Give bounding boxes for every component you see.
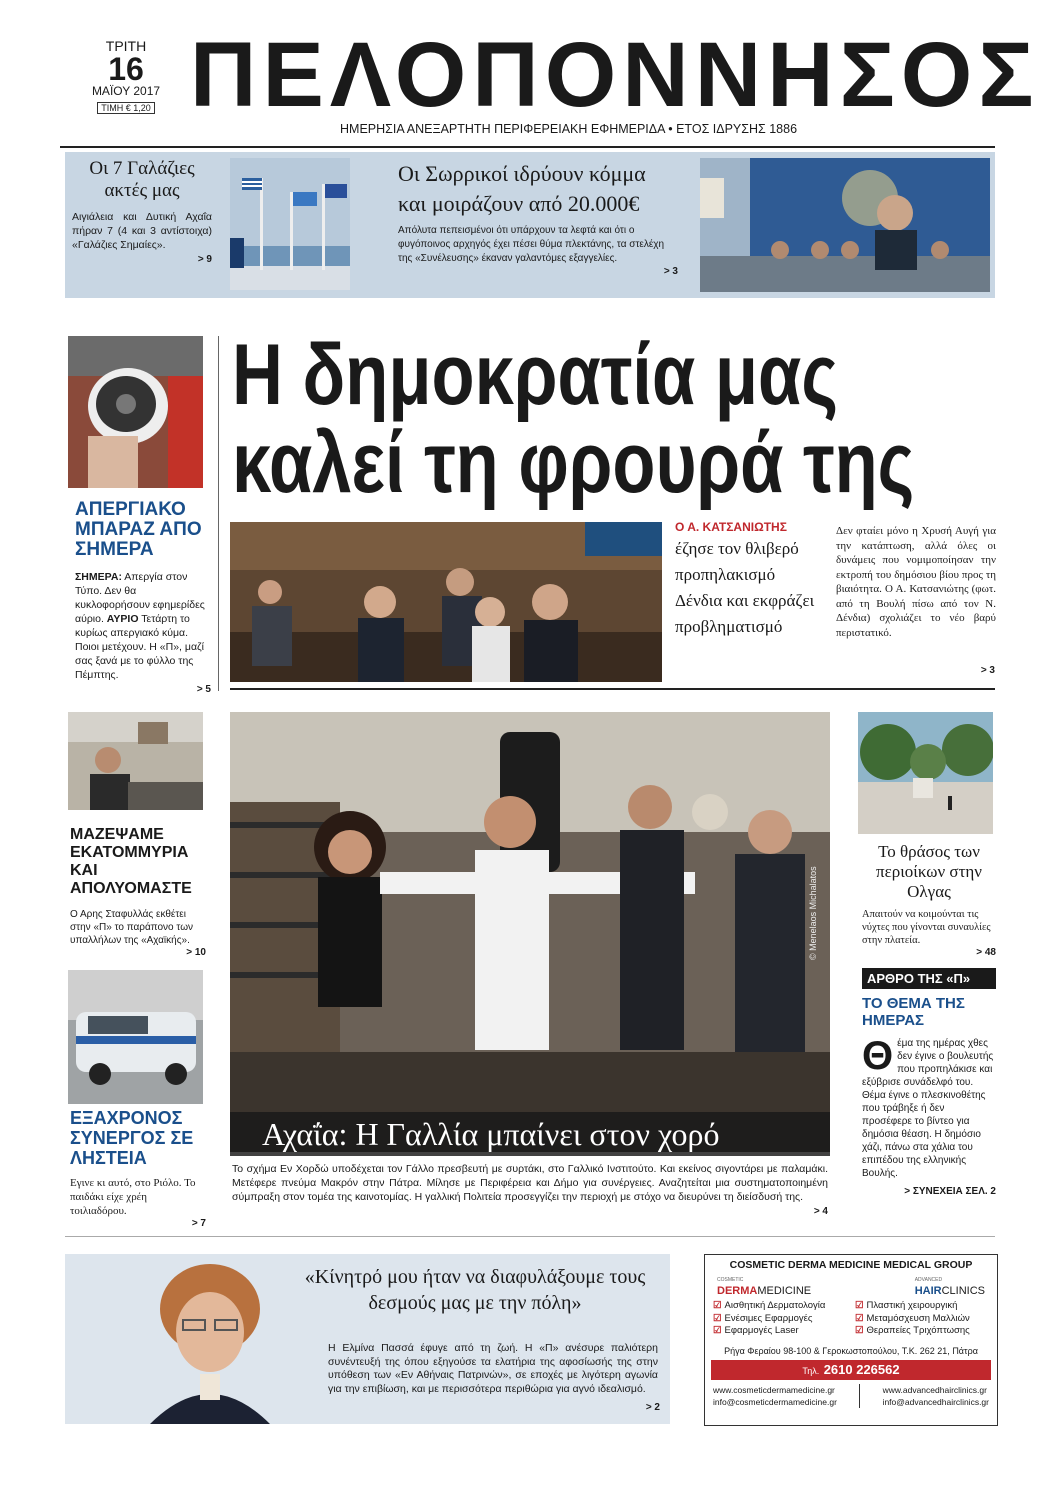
millions-story[interactable]: [70, 826, 206, 958]
masthead-price: ΤΙΜΗ € 1,20: [97, 102, 155, 114]
square-title: Το θράσος των περιοίκων στην Ολγας: [876, 842, 982, 901]
parliament-photo: [230, 522, 662, 682]
masthead-subtitle: ΗΜΕΡΗΣΙΑ ΑΝΕΞΑΡΤΗΤΗ ΠΕΡΙΦΕΡΕΙΑΚΗ ΕΦΗΜΕΡΙΔΑ • ΕΤΟΣ ΙΔΡΥΣΗΣ 1886: [340, 122, 798, 136]
strike-page: > 5: [196, 684, 211, 695]
ad-service-right-1: ☑ Μεταμόσχευση Μαλλιών: [855, 1312, 970, 1324]
ad-contacts-left: [713, 1384, 837, 1408]
masthead-title: ΠΕΛΟΠΟΝΝΗΣΟΣ: [190, 24, 1040, 126]
ad-logo-hair-a: HAIR: [914, 1285, 942, 1297]
main-headline-line2: καλεί τη φρουρά της: [232, 415, 915, 511]
olga-square-photo: [858, 712, 993, 834]
column-rule-left: [218, 336, 219, 691]
masthead-rule: [60, 146, 995, 148]
ad-service-left-0: ☑ Αισθητική Δερματολογία: [713, 1300, 826, 1311]
party-founding-photo: [700, 158, 990, 292]
ad-services-right: [855, 1300, 970, 1338]
ad-phone-bar: [711, 1360, 991, 1380]
obituary-quote[interactable]: «Κίνητρό μου ήταν να διαφυλάξουμε τους δεσμούς μας με την πόλη»: [304, 1266, 646, 1314]
ad-contacts-divider: [859, 1384, 860, 1408]
robbery-story[interactable]: [70, 1108, 206, 1229]
robbery-page: > 7: [191, 1218, 206, 1229]
top-left-teaser[interactable]: [72, 158, 212, 265]
ad-logo-hair: [915, 1275, 985, 1296]
top-left-body: Αιγιάλεια και Δυτική Αχαΐα πήραν 7 (4 και 3 αντίστοιχα) «Γαλάζιες Σημαίες».: [72, 211, 212, 251]
ad-contacts: [705, 1384, 997, 1408]
bottom-rule: [65, 1236, 995, 1237]
ad-logo-hair-b: CLINICS: [941, 1285, 985, 1297]
editorial-title: ΤΟ ΘΕΜΑ ΤΗΣ ΗΜΕΡΑΣ: [862, 995, 965, 1029]
robbery-headline: ΕΞΑΧΡΟΝΟΣ ΣΥΝΕΡΓΟΣ ΣΕ ΛΗΣΤΕΙΑ: [70, 1108, 194, 1168]
editorial-tag: ΑΡΘΡΟ ΤΗΣ «Π»: [862, 968, 996, 989]
editorial-body: έμα της ημέρας χθες δεν έγινε ο βουλευτής που προπηλάκισε και εξύβρισε συνάδελφό του. Θέμα έγινε ο πλεσκινοθέτης που τράβηξε ή δεν προσέφερε το βίντεο για δημόσια θέαση. Η δημόσιο χάζι, πάνω στα χάλια του επιπέδου της ελληνικής Βουλής.: [862, 1038, 994, 1179]
ad-service-right-0: ☑ Πλαστική χειρουργική: [855, 1300, 958, 1311]
strike-label-tomorrow: ΑΥΡΙΟ: [106, 613, 139, 625]
square-story[interactable]: [862, 842, 996, 958]
masthead-date: [80, 38, 172, 116]
editorial-more[interactable]: > ΣΥΝΕΧΕΙΑ ΣΕΛ. 2: [904, 1186, 996, 1197]
ad-logos: [705, 1271, 997, 1298]
office-worker-photo: [68, 712, 203, 810]
french-dance-photo: [230, 712, 830, 1152]
main-headline-line1: Η δημοκρατία μας: [232, 327, 839, 423]
ad-logo-derma: [717, 1275, 811, 1296]
editorial-body-wrap: [862, 1034, 996, 1180]
ad-phone-number[interactable]: 2610 226562: [823, 1361, 900, 1377]
ad-web-right[interactable]: www.advancedhairclinics.gr: [882, 1384, 987, 1395]
center-photo-page: > 4: [813, 1206, 828, 1217]
top-left-page: > 9: [197, 254, 212, 265]
top-right-title-line2: και μοιράζουν από 20.000€: [398, 191, 640, 216]
ad-services: [705, 1298, 997, 1340]
main-rule: [230, 688, 995, 690]
ad-logo-hair-small: ADVANCED: [914, 1277, 943, 1283]
masthead-day: ΤΡΙΤΗ: [105, 38, 147, 54]
center-photo-body: Το σχήμα Εν Χορδώ υποδέχεται τον Γάλλο πρεσβευτή με συρτάκι, στο Γαλλικό Ινστιτούτο. Και εκείνος σιγοντάρει με παλαμάκι. Μετέφερε πνεύμα Μακρόν στην Πάτρα. Μίλησε με Περιφέρεια και Δήμο για συνέργειες. Αναζητείται μια συστηματοποιημένη σύμπραξη στον τομέα της καινοτομίας. Η γαλλική Πολιτεία προσεγγίζει την περιοχή με στόχο να διευρύνει τη διείσδυσή της.: [232, 1163, 828, 1203]
main-side-text: Δεν φταίει μόνο η Χρυσή Αυγή για την κατάπτωση, αλλά όλες οι δυνάμεις που νομιμοποίησαν την εκτροπή του δημόσιου βίου προς τη βιαιότητα. Ο Α. Κατσανιώτης (φωτ. από τη Βουλή πίσω από τον Ν. Δένδια) σχολιάζει το νέο βαρύ περιστατικό.: [836, 525, 996, 639]
police-car-photo: [68, 970, 203, 1104]
masthead-month-year: ΜΑΪΟΥ 2017: [91, 84, 161, 98]
center-caption-title: Αχαΐα: Η Γαλλία μπαίνει στον χορό: [262, 1116, 720, 1152]
ad-services-left: [713, 1300, 855, 1338]
center-photo-credit: © Menelaos Michalatos: [808, 866, 818, 960]
beach-flags-photo: [230, 158, 350, 290]
elmina-passa-portrait: [135, 1254, 285, 1424]
main-byline: Ο Α. ΚΑΤΣΑΝΙΩΤΗΣ: [675, 520, 787, 534]
masthead-date-number: 16: [108, 51, 144, 87]
millions-body: Ο Αρης Σταφυλλάς εκθέτει στην «Π» το παράπονο των υπαλλήλων της «Αχαϊκής».: [70, 909, 194, 946]
ad-service-left-2: ☑ Εφαρμογές Laser: [713, 1325, 799, 1336]
obituary-body: Η Ελμίνα Πασσά έφυγε από τη ζωή. Η «Π» ανέσυρε παλιότερη συνέντευξή της όπου εξηγούσε τα ελατήρια της αφοσίωσής της στην υπόθεση των «Εν Αθήναις Πατρινών», σε εποχές με λιγότερη αγωνία για την επιβίωση, και με περισσότερα περιθώρια για αγνό ιδεαλισμό.: [328, 1342, 658, 1395]
ad-web-left[interactable]: www.cosmeticdermamedicine.gr: [713, 1384, 835, 1395]
robbery-body: Εγινε κι αυτό, στο Ριόλο. Το παιδάκι είχε χρέη τοιλιαδόρου.: [70, 1177, 196, 1217]
clinic-ad[interactable]: [704, 1254, 998, 1426]
ad-logo-derma-a: DERMA: [717, 1285, 758, 1297]
obituary-page: > 2: [645, 1402, 660, 1413]
ad-logo-derma-b: MEDICINE: [757, 1285, 812, 1297]
ad-service-right-2: ☑ Θεραπείες Τριχόπτωσης: [855, 1325, 970, 1336]
main-story-deck[interactable]: [675, 520, 825, 640]
strike-label-today: ΣΗΜΕΡΑ:: [75, 571, 122, 583]
ad-mail-right[interactable]: info@advancedhairclinics.gr: [882, 1396, 989, 1407]
strike-headline: ΑΠΕΡΓΙΑΚΟ ΜΠΑΡΑΖ ΑΠΟ ΣΗΜΕΡΑ: [75, 499, 202, 560]
top-right-body: Απόλυτα πεπεισμένοι ότι υπάρχουν τα λεφτά και ότι ο φυγόποινος αρχηγός έχει πέσει θύμα πλεκτάνης, τα στελέχη της «Συνέλευσης» έκαναν γαλαντόμες εξαγγελίες.: [398, 225, 665, 264]
strike-body-today: Απεργία στον Τύπο. Δεν θα κυκλοφορήσουν εφημερίδες αύριο.: [75, 571, 205, 625]
editorial-dropcap: Θ: [862, 1034, 894, 1078]
millions-headline: ΜΑΖΕΨΑΜΕ ΕΚΑΤΟΜΜΥΡΙΑ ΚΑΙ ΑΠΟΛΥΟΜΑΣΤΕ: [70, 826, 192, 897]
main-page: > 3: [980, 665, 995, 676]
megaphone-photo: [68, 336, 203, 488]
top-right-teaser[interactable]: [398, 160, 688, 277]
ad-service-left-1: ☑ Ενέσιμες Εφαρμογές: [713, 1312, 813, 1324]
square-page: > 48: [976, 947, 996, 958]
square-body: Απαιτούν να κοιμούνται τις νύχτες που γίνονται συναυλίες στην πλατεία.: [862, 909, 991, 946]
top-right-page: > 3: [663, 266, 678, 277]
top-right-title-line1: Οι Σωρρικοί ιδρύουν κόμμα: [398, 161, 646, 186]
editorial-box[interactable]: [862, 968, 996, 1197]
millions-page: > 10: [186, 947, 206, 958]
ad-mail-left[interactable]: info@cosmeticdermamedicine.gr: [713, 1396, 837, 1407]
strike-body-tomorrow: Τετάρτη το κυρίως απεργιακό κύμα. Ποιοι μετέχουν. Η «Π», μαζί σας ξανά με το φύλλο της Πέμπτης.: [75, 613, 204, 681]
main-deck: έζησε τον θλιβερό προπηλακισμό Δένδια και εκφράζει προβληματισμό: [675, 539, 815, 636]
ad-title: COSMETIC DERMA MEDICINE MEDICAL GROUP: [729, 1259, 973, 1271]
strike-body: [75, 570, 211, 682]
strike-story[interactable]: [75, 500, 211, 695]
top-left-title: Οι 7 Γαλάζιες ακτές μας: [89, 158, 195, 201]
ad-logo-derma-small: COSMETIC: [717, 1277, 744, 1283]
ad-phone-label: Τηλ.: [802, 1365, 820, 1376]
ad-address: Ρήγα Φεραίου 98-100 & Γεροκωστοπούλου, Τ.Κ. 262 21, Πάτρα: [724, 1345, 978, 1356]
ad-contacts-right: [883, 1384, 989, 1408]
